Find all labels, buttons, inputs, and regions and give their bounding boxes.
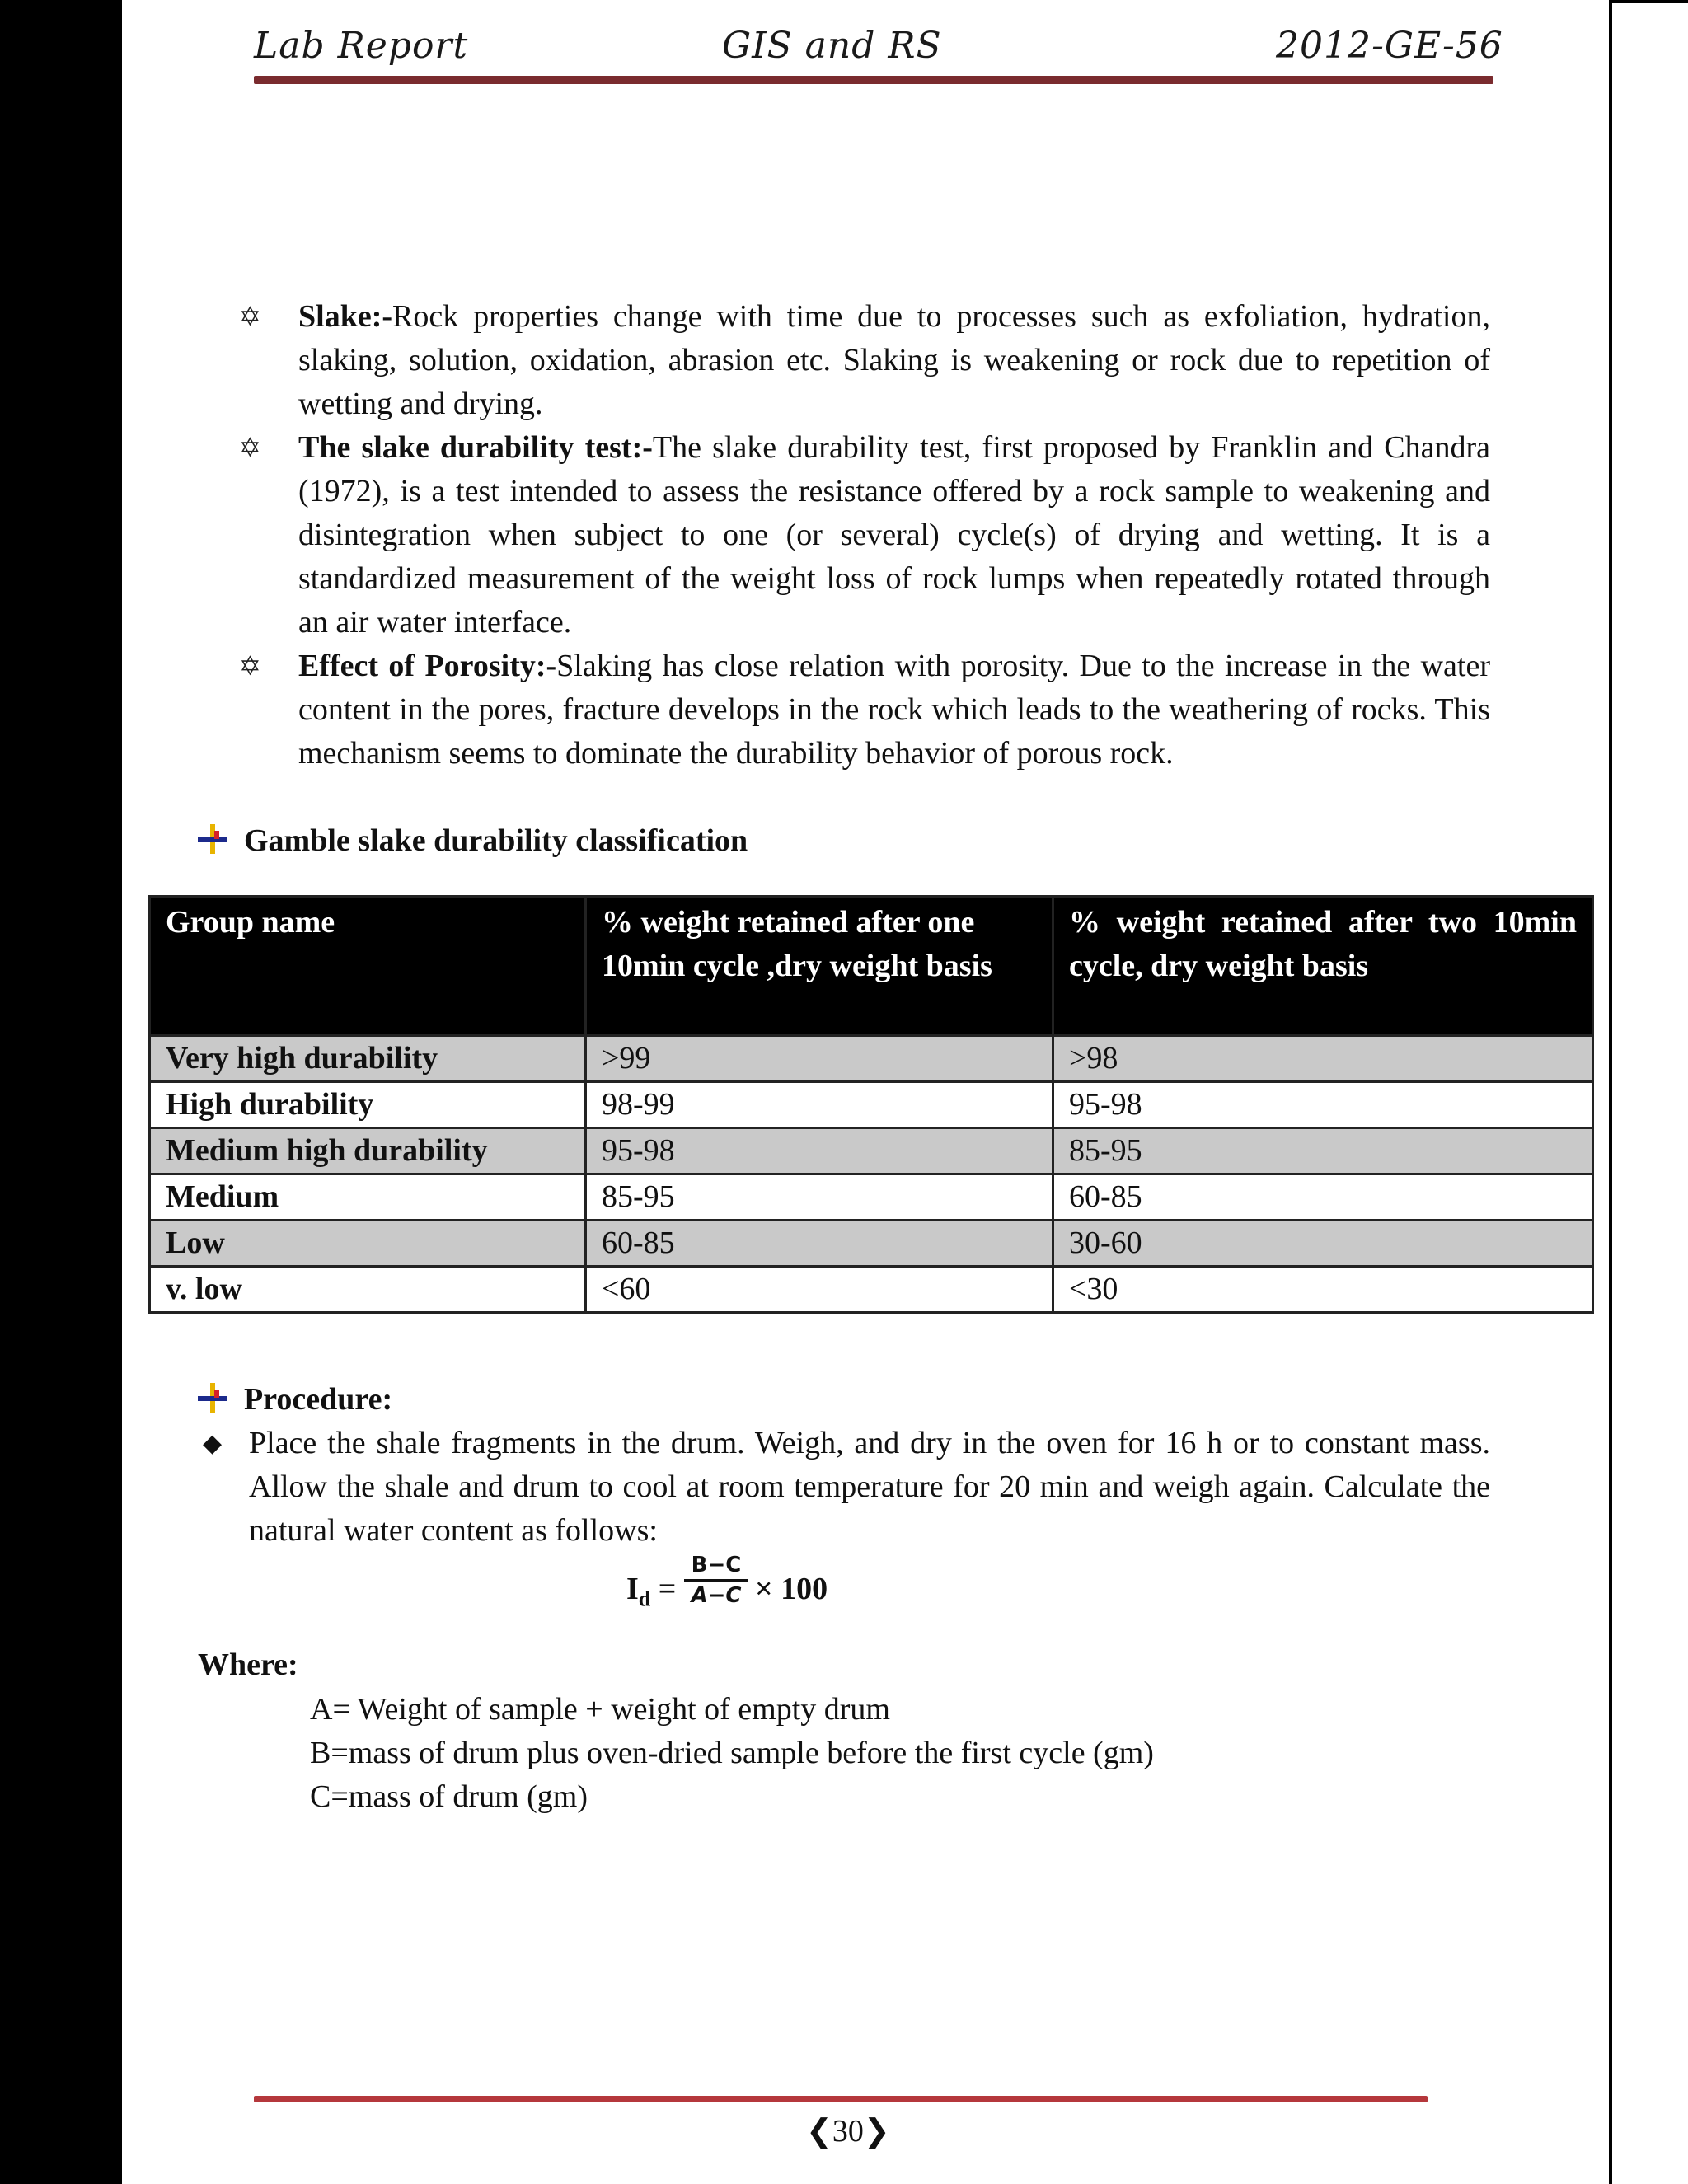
table-row bbox=[150, 1267, 1593, 1313]
two-cycle-cell: 95-98 bbox=[1053, 1082, 1593, 1128]
procedure-text: Place the shale fragments in the drum. Weigh, and dry in the oven for 16 h or to constant mass. Allow the shale and drum to cool at room temperature for 20 min and weigh again. Calculate the natural water content as follows: bbox=[249, 1426, 1490, 1548]
star-bullet-icon: ✡ bbox=[239, 433, 261, 462]
procedure-heading-text: Procedure: bbox=[244, 1382, 393, 1417]
definition-list bbox=[239, 295, 1490, 776]
cross-bullet-icon bbox=[198, 824, 227, 854]
variable-a: A= Weight of sample + weight of empty drum bbox=[310, 1692, 890, 1727]
one-cycle-cell: 85-95 bbox=[586, 1174, 1053, 1221]
two-cycle-cell: <30 bbox=[1053, 1267, 1593, 1313]
two-cycle-cell: 60-85 bbox=[1053, 1174, 1593, 1221]
definition-slake-durability-test bbox=[239, 426, 1490, 644]
definition-slake bbox=[239, 295, 1490, 426]
chevron-left-icon: ❮ bbox=[806, 2114, 832, 2149]
group-cell: Medium bbox=[150, 1174, 586, 1221]
page-number-value: 30 bbox=[832, 2114, 864, 2149]
definition-text: Rock properties change with time due to processes such as exfoliation, hydration, slaking, solution, oxidation, abrasion etc. Slaking is weakening or rock due to repetition of wetting and drying. bbox=[298, 299, 1490, 421]
procedure-heading bbox=[198, 1381, 392, 1418]
formula-fraction bbox=[684, 1553, 748, 1608]
formula-numerator: B−C bbox=[684, 1553, 748, 1582]
diamond-bullet-icon: ◆ bbox=[203, 1430, 223, 1457]
right-margin bbox=[1607, 0, 1688, 2184]
where-label: Where: bbox=[198, 1647, 298, 1682]
cross-bullet-icon bbox=[198, 1383, 227, 1413]
definition-text: The slake durability test, first proposed by Franklin and Chandra (1972), is a test intended to assess the resistance offered by a rock sample to weakening and disintegration when subject to one (or several) cycle(s) of drying and wetting. It is a standardized measurement of the weight loss of rock lumps when repeatedly rotated through an air water interface. bbox=[298, 430, 1490, 640]
star-bullet-icon: ✡ bbox=[239, 651, 261, 681]
group-cell: Medium high durability bbox=[150, 1128, 586, 1174]
formula-lhs: $I_d$ = bbox=[626, 1572, 677, 1611]
column-header-group: Group name bbox=[150, 897, 586, 1036]
classification-heading bbox=[198, 823, 748, 859]
variable-definitions bbox=[310, 1688, 1154, 1819]
two-cycle-cell: >98 bbox=[1053, 1036, 1593, 1082]
table-row bbox=[150, 1221, 1593, 1267]
definition-term: The slake durability test:- bbox=[298, 430, 653, 465]
formula-multiplier: × 100 bbox=[755, 1572, 828, 1606]
chevron-right-icon: ❯ bbox=[863, 2114, 890, 2149]
table-header-row bbox=[150, 897, 1593, 1036]
classification-heading-text: Gamble slake durability classification bbox=[244, 823, 748, 858]
column-header-one-cycle: % weight retained after one 10min cycle ,dry weight basis bbox=[586, 897, 1053, 1036]
group-cell: Low bbox=[150, 1221, 586, 1267]
header-roll-number: 2012-GE-56 bbox=[1276, 25, 1503, 67]
variable-c: C=mass of drum (gm) bbox=[310, 1779, 588, 1814]
page-border-cap bbox=[1609, 0, 1688, 3]
formula-denominator: A−C bbox=[691, 1583, 742, 1608]
page-number bbox=[806, 2112, 890, 2149]
group-cell: v. low bbox=[150, 1267, 586, 1313]
group-cell: High durability bbox=[150, 1082, 586, 1128]
header-left-title: Lab Report bbox=[254, 25, 469, 67]
definition-effect-of-porosity bbox=[239, 644, 1490, 776]
one-cycle-cell: 98-99 bbox=[586, 1082, 1053, 1128]
star-bullet-icon: ✡ bbox=[239, 302, 261, 331]
table-row bbox=[150, 1128, 1593, 1174]
one-cycle-cell: <60 bbox=[586, 1267, 1053, 1313]
table-row bbox=[150, 1082, 1593, 1128]
two-cycle-cell: 30-60 bbox=[1053, 1221, 1593, 1267]
definition-term: Slake:- bbox=[298, 299, 392, 334]
table-row bbox=[150, 1174, 1593, 1221]
one-cycle-cell: >99 bbox=[586, 1036, 1053, 1082]
page-border-line bbox=[1609, 0, 1612, 2184]
footer-rule bbox=[254, 2096, 1428, 2102]
column-header-two-cycle: % weight retained after two 10min cycle, dry weight basis bbox=[1053, 897, 1593, 1036]
classification-table bbox=[148, 895, 1594, 1314]
one-cycle-cell: 95-98 bbox=[586, 1128, 1053, 1174]
definition-term: Effect of Porosity:- bbox=[298, 649, 557, 683]
one-cycle-cell: 60-85 bbox=[586, 1221, 1053, 1267]
header-center-title: GIS and RS bbox=[722, 25, 942, 67]
variable-b: B=mass of drum plus oven-dried sample before the first cycle (gm) bbox=[310, 1736, 1154, 1770]
table-row bbox=[150, 1036, 1593, 1082]
two-cycle-cell: 85-95 bbox=[1053, 1128, 1593, 1174]
header-rule bbox=[254, 76, 1493, 84]
group-cell: Very high durability bbox=[150, 1036, 586, 1082]
definition-text: Slaking has close relation with porosity. Due to the increase in the water content in the pores, fracture develops in the rock which leads to the weathering of rocks. This mechanism seems to dominate the durability behavior of porous rock. bbox=[298, 649, 1490, 771]
